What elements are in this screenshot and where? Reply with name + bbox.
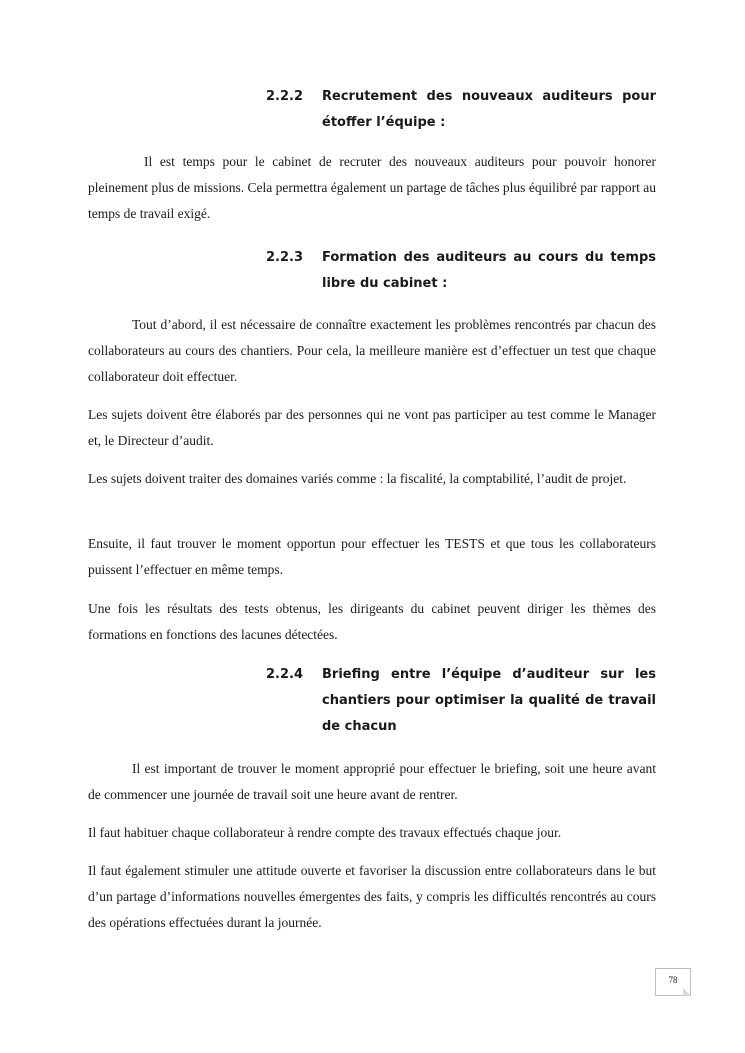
paragraph: Il faut également stimuler une attitude ouverte et favoriser la discussion entre collaborateurs dans le but d’un partage d’informations nouvelles émergentes des faits, y compris les difficultés rencontrés au cours des opérations effectuées durant la journée.: [88, 863, 656, 930]
section-number: 2.2.3: [266, 250, 304, 265]
section-heading-2-2-3: [266, 245, 656, 297]
paragraph: Il faut habituer chaque collaborateur à rendre compte des travaux effectués chaque jour.: [88, 825, 562, 840]
paragraph: Il est important de trouver le moment approprié pour effectuer le briefing, soit une heure avant de commencer une journée de travail soit une heure avant de rentrer.: [88, 761, 656, 802]
paragraph: Les sujets doivent traiter des domaines variés comme : la fiscalité, la comptabilité, l’audit de projet.: [88, 471, 627, 486]
paragraph: Une fois les résultats des tests obtenus, les dirigeants du cabinet peuvent diriger les thèmes des formations en fonctions des lacunes détectées.: [88, 601, 656, 642]
section-number: 2.2.2: [266, 89, 304, 104]
paragraph: Ensuite, il faut trouver le moment opportun pour effectuer les TESTS et que tous les collaborateurs puissent l’effectuer en même temps.: [88, 536, 656, 577]
section-title: Briefing entre l’équipe d’auditeur sur les chantiers pour optimiser la qualité de travail de chacun: [322, 667, 656, 734]
page-number: 78: [668, 975, 678, 985]
page-curl-decoration: [683, 988, 691, 996]
paragraph: Tout d’abord, il est nécessaire de connaître exactement les problèmes rencontrés par chacun des collaborateurs au cours des chantiers. Pour cela, la meilleure manière est d’effectuer un test que chaque collaborateur doit effectuer.: [88, 317, 656, 384]
page-number-box: [655, 968, 691, 996]
section-title: Formation des auditeurs au cours du temps libre du cabinet :: [322, 250, 656, 291]
section-number: 2.2.4: [266, 667, 304, 682]
paragraph: Les sujets doivent être élaborés par des personnes qui ne vont pas participer au test comme le Manager et, le Directeur d’audit.: [88, 407, 656, 448]
section-heading-2-2-2: [266, 84, 656, 136]
paragraph: Il est temps pour le cabinet de recruter des nouveaux auditeurs pour pouvoir honorer pleinement plus de missions. Cela permettra également un partage de tâches plus équilibré par rapport au temps de travail exigé.: [88, 154, 656, 221]
section-heading-2-2-4: [266, 662, 656, 740]
section-title: Recrutement des nouveaux auditeurs pour étoffer l’équipe :: [322, 89, 656, 130]
